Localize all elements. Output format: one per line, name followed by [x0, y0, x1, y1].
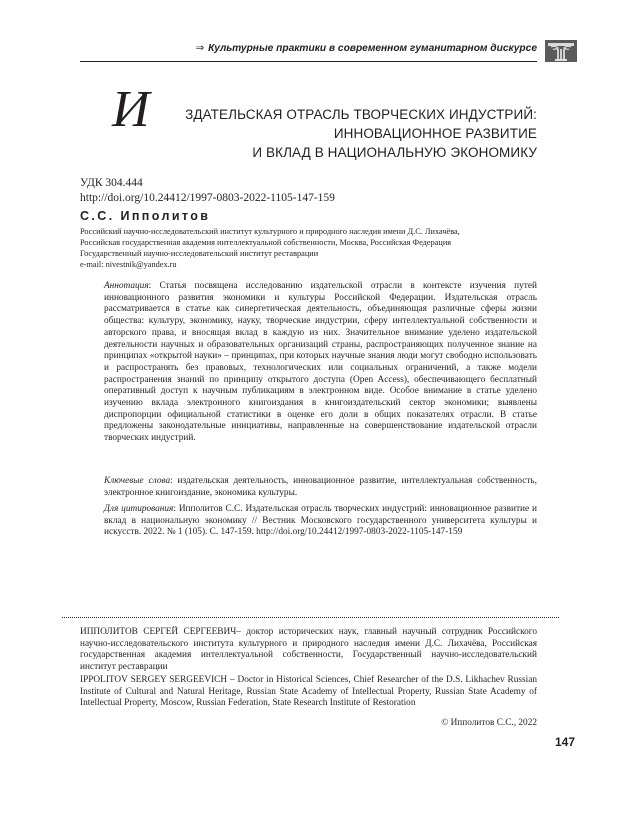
- keywords-text: издательская деятельность, инновационное развитие, интеллектуальная собственность, электронное книгоиздание, экономика культуры.: [104, 476, 537, 498]
- journal-logo-icon: [545, 40, 577, 62]
- affiliation-line: Российский научно-исследовательский институт культурного и природного наследия имени Д.С. Лихачёва,: [80, 227, 460, 236]
- keywords: Ключевые слова: издательская деятельность, инновационное развитие, интеллектуальная собственность, электронное книгоиздание, экономика культуры.: [104, 476, 537, 498]
- doi-link[interactable]: http://doi.org/10.24412/1997-0803-2022-1105-147-159: [80, 192, 335, 204]
- citation: Для цитирования: Ипполитов С.С. Издательская отрасль творческих индустрий: инновационное развитие и вклад в национальную экономику // Вестник Московского государственного университета культуры и искусств. 2022. № 1 (105). С. 147-159. http://doi.org/10.24412/1997-0803-2022-1105-147-159: [104, 504, 537, 538]
- abstract-text: Статья посвящена исследованию издательской отрасли в контексте изучения путей инновационного развития экономики и культуры Российской Федерации. Издательская отрасль рассматривается в статье как синергетическая деятельность, объединяющая различные сферы жизни общества: культуру, экономику, науку, творческие индустрии, сферу интеллектуальной собственности и авторского права, и вносящая вклад в каждую из них. Значительное внимание уделено издательской деятельности научных и образовательных организаций страны, распространяющих полученное знание на принципах «открытой науки» – принципах, при которых научные знания люди могут свободно использовать и распространять без правовых, технологических или социальных ограничений, а также модели распространения знаний по принципу открытого доступа (Open Access), обеспечивающего бесплатный оперативный доступ к научным публикациям в электронном виде. Особое внимание в статье уделено изучению вклада электронного книгоиздания в книгоиздательский сектор экономики; выявлены диспропорции официальной статистики в оценке его доли в общих показателях отрасли. В статье предложены законодательные инициативы, направленные на совершенствование издательской отрасли творческих индустрий.: [104, 281, 537, 444]
- abstract-label: Аннотация: [104, 281, 149, 291]
- header-rule: [80, 61, 537, 62]
- bio-text-en: – Doctor in Historical Sciences, Chief Researcher of the D.S. Likhachev Russian Institute of Cultural and Natural Heritage, Russian State Academy of Intellectual Property, Russian State Academy of Intellectual Property, Moscow, Russian Federation, State Research Institute of Restoration: [80, 675, 537, 709]
- affiliation-line: Российская государственная академия интеллектуальной собственности, Москва, Российская Федерация: [80, 238, 452, 247]
- author-bio-russian: [80, 627, 537, 673]
- author-bio-english: [80, 675, 537, 710]
- copyright-notice: © Ипполитов С.С., 2022: [441, 718, 537, 728]
- affiliation-line: Государственный научно-исследовательский институт реставрации: [80, 249, 319, 258]
- page-number: 147: [554, 735, 575, 749]
- title-line-2: ИННОВАЦИОННОЕ РАЗВИТИЕ: [333, 126, 537, 141]
- citation-text: Ипполитов С.С. Издательская отрасль творческих индустрий: инновационное развитие и вклад в национальную экономику // Вестник Московского государственного университета культуры и искусств. 2022. № 1 (105). С. 147-159. http://doi.org/10.24412/1997-0803-2022-1105-147-159: [104, 504, 537, 538]
- title-drop-cap: И: [112, 81, 150, 138]
- dotted-separator: [62, 617, 559, 618]
- author-email[interactable]: e-mail: nivestnik@yandex.ru: [80, 260, 177, 269]
- keywords-label: Ключевые слова: [104, 476, 171, 486]
- author-name: С.С. Ипполитов: [80, 209, 211, 223]
- journal-section-title: [196, 43, 537, 54]
- section-title-text: Культурные практики в современном гуманитарном дискурсе: [208, 43, 537, 54]
- udk-code: УДК 304.444: [80, 177, 143, 189]
- running-header: [80, 40, 537, 62]
- article-title: [80, 81, 537, 162]
- abstract: Аннотация: Статья посвящена исследованию издательской отрасли в контексте изучения путей инновационного развития экономики и культуры Российской Федерации. Издательская отрасль рассматривается в статье как синергетическая деятельность, объединяющая различные сферы жизни общества: культуру, экономику, науку, творческие индустрии, сферу интеллектуальной собственности и авторского права, и вносящая вклад в каждую из них. Значительное внимание уделено издательской деятельности научных и образовательных организаций страны, распространяющих полученное знание на принципах «открытой науки» – принципах, при которых научные знания люди могут свободно использовать и распространять без правовых, технологических или социальных ограничений, а также модели распространения знаний по принципу открытого доступа (Open Access), обеспечивающего бесплатный оперативный доступ к научным публикациям в электронном виде. Особое внимание в статье уделено изучению вклада электронного книгоиздания в книгоиздательский сектор экономики; выявлены диспропорции официальной статистики в оценке его доли в общих показателях отрасли. В статье предложены законодательные инициативы, направленные на совершенствование издательской отрасли творческих индустрий.: [104, 281, 537, 444]
- title-line-3: И ВКЛАД В НАЦИОНАЛЬНУЮ ЭКОНОМИКУ: [252, 145, 537, 160]
- bio-text-ru: – доктор исторических наук, главный научный сотрудник Российского научно-исследовательского института культурного и природного наследия имени Д.С. Лихачёва, Российская государственная академия интеллектуальной собственности, Государственный научно-исследовательский институт реставрации: [80, 627, 537, 672]
- double-arrow-icon: ⇒: [195, 43, 205, 54]
- bio-name-en: IPPOLITOV SERGEY SERGEEVICH: [80, 675, 228, 685]
- bio-name-ru: ИППОЛИТОВ СЕРГЕЙ СЕРГЕЕВИЧ: [80, 627, 237, 637]
- title-line-1: ЗДАТЕЛЬСКАЯ ОТРАСЛЬ ТВОРЧЕСКИХ ИНДУСТРИЙ:: [185, 107, 537, 122]
- citation-label: Для цитирования: [104, 504, 174, 514]
